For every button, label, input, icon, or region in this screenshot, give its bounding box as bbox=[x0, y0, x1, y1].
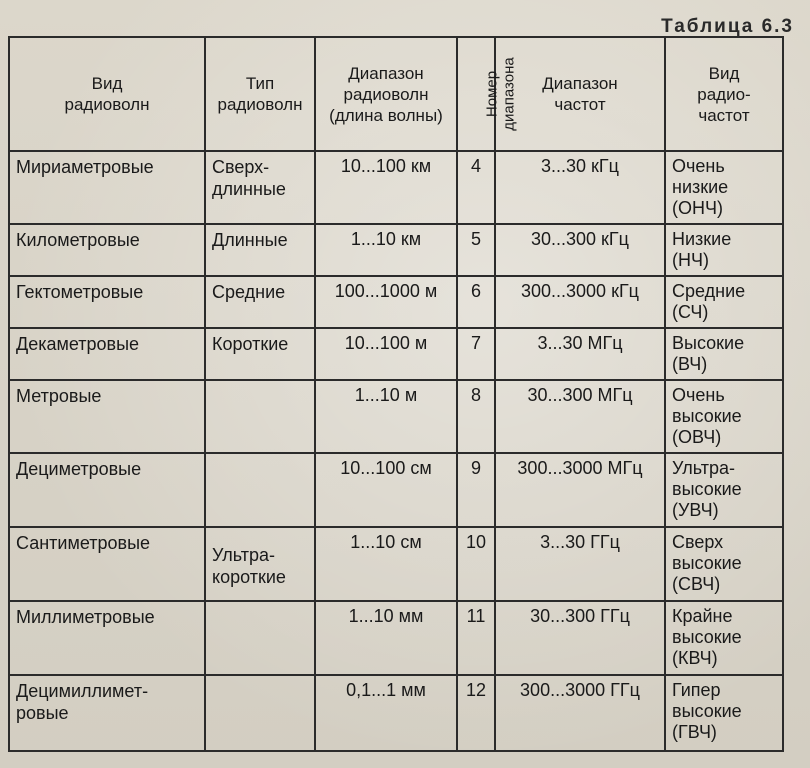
table-row bbox=[9, 453, 783, 527]
cell-wave-name bbox=[9, 276, 205, 328]
cell-freq-type bbox=[665, 151, 783, 224]
cell-freq-type bbox=[665, 224, 783, 276]
cell-text: Гектометровые bbox=[16, 282, 144, 302]
table-row bbox=[9, 224, 783, 276]
cell-wave-type bbox=[205, 276, 315, 328]
cell-text: (УВЧ) bbox=[672, 500, 719, 520]
cell-freq-range bbox=[495, 380, 665, 453]
cell-band-number bbox=[457, 601, 495, 675]
header-line: Тип bbox=[245, 74, 275, 93]
cell-text: 100...1000 м bbox=[334, 281, 438, 301]
cell-text: Очень bbox=[672, 156, 725, 176]
cell-wave-range bbox=[315, 224, 457, 276]
cell-freq-type bbox=[665, 527, 783, 601]
cell-wave-range bbox=[315, 380, 457, 453]
cell-freq-range bbox=[495, 527, 665, 601]
cell-text: (СВЧ) bbox=[672, 574, 721, 594]
cell-text: 10...100 км bbox=[340, 156, 432, 176]
cell-text: высокие bbox=[672, 553, 742, 573]
cell-freq-range bbox=[495, 328, 665, 380]
table-row bbox=[9, 675, 783, 751]
cell-band-number bbox=[457, 328, 495, 380]
cell-text: (КВЧ) bbox=[672, 648, 718, 668]
cell-text: (СЧ) bbox=[672, 302, 709, 322]
header-line: радиоволн bbox=[64, 95, 150, 114]
radio-waves-table bbox=[8, 36, 784, 752]
cell-text: 6 bbox=[470, 281, 481, 301]
cell-wave-type bbox=[205, 380, 315, 453]
header-line: Диапазон bbox=[348, 63, 424, 83]
cell-wave-range bbox=[315, 151, 457, 224]
cell-wave-name bbox=[9, 675, 205, 751]
cell-wave-range bbox=[315, 601, 457, 675]
cell-text: 3...30 МГц bbox=[537, 333, 623, 353]
cell-text: 3...30 ГГц bbox=[540, 532, 620, 552]
cell-text: 11 bbox=[466, 606, 486, 626]
cell-band-number bbox=[457, 151, 495, 224]
cell-band-number bbox=[457, 453, 495, 527]
table-caption: Таблица 6.3 bbox=[661, 16, 794, 37]
cell-wave-range bbox=[315, 328, 457, 380]
cell-wave-name bbox=[9, 453, 205, 527]
table-row bbox=[9, 328, 783, 380]
cell-text: Дециметровые bbox=[16, 459, 142, 479]
cell-text: (ОВЧ) bbox=[672, 427, 722, 447]
cell-text: высокие bbox=[672, 701, 742, 721]
header-wave-type bbox=[205, 37, 315, 151]
cell-wave-name bbox=[9, 527, 205, 601]
cell-freq-type bbox=[665, 276, 783, 328]
header-line: Номер bbox=[483, 70, 501, 117]
cell-band-number bbox=[457, 527, 495, 601]
cell-text: ровые bbox=[16, 703, 69, 723]
cell-text: 1...10 м bbox=[354, 385, 418, 405]
cell-freq-range bbox=[495, 675, 665, 751]
table-row bbox=[9, 151, 783, 224]
cell-wave-type bbox=[205, 453, 315, 527]
cell-wave-type bbox=[205, 151, 315, 224]
cell-text: длинные bbox=[212, 179, 286, 199]
cell-text: 9 bbox=[470, 458, 481, 478]
cell-text: 10...100 см bbox=[340, 458, 432, 478]
header-wave-range bbox=[315, 37, 457, 151]
cell-text: Ультра- bbox=[672, 458, 735, 478]
header-freq-type bbox=[665, 37, 783, 151]
table-row bbox=[9, 380, 783, 453]
cell-wave-type bbox=[205, 601, 315, 675]
cell-text: Сантиметровые bbox=[16, 533, 151, 553]
cell-text: Метровые bbox=[16, 386, 102, 406]
cell-wave-name bbox=[9, 151, 205, 224]
header-band-number-text bbox=[484, 57, 518, 130]
cell-text: 7 bbox=[470, 333, 481, 353]
cell-freq-type bbox=[665, 328, 783, 380]
cell-text: Децимиллимет- bbox=[16, 681, 149, 701]
cell-text: Средние bbox=[212, 282, 286, 302]
cell-freq-type bbox=[665, 453, 783, 527]
cell-text: Миллиметровые bbox=[16, 607, 155, 627]
table-row bbox=[9, 601, 783, 675]
table-row bbox=[9, 527, 783, 601]
cell-text: Короткие bbox=[212, 334, 289, 354]
cell-wave-type bbox=[205, 328, 315, 380]
cell-wave-range bbox=[315, 453, 457, 527]
cell-text: 300...3000 МГц bbox=[517, 458, 643, 478]
cell-freq-range bbox=[495, 276, 665, 328]
header-line: радиоволн bbox=[343, 84, 429, 104]
cell-wave-range bbox=[315, 675, 457, 751]
cell-text: 5 bbox=[470, 229, 481, 249]
cell-text: 3...30 кГц bbox=[541, 156, 619, 176]
cell-wave-name bbox=[9, 328, 205, 380]
cell-freq-range bbox=[495, 601, 665, 675]
cell-text: 30...300 ГГц bbox=[530, 606, 630, 626]
cell-text: 8 bbox=[470, 385, 481, 405]
cell-text: 30...300 МГц bbox=[527, 385, 633, 405]
cell-text: высокие bbox=[672, 479, 742, 499]
cell-freq-range bbox=[495, 453, 665, 527]
cell-text: Сверх bbox=[672, 532, 724, 552]
cell-freq-range bbox=[495, 151, 665, 224]
header-line: (длина волны) bbox=[329, 105, 443, 125]
cell-band-number bbox=[457, 675, 495, 751]
cell-text: высокие bbox=[672, 406, 742, 426]
cell-text: Сверх- bbox=[212, 157, 270, 177]
cell-text: Высокие bbox=[672, 333, 745, 353]
cell-text: Километровые bbox=[16, 230, 140, 250]
cell-text: 0,1...1 мм bbox=[346, 680, 426, 700]
cell-wave-range bbox=[315, 527, 457, 601]
header-band-number bbox=[457, 37, 518, 151]
cell-wave-name bbox=[9, 380, 205, 453]
header-line: частот bbox=[698, 105, 750, 125]
cell-text: 300...3000 ГГц bbox=[520, 680, 640, 700]
header-line: Вид bbox=[708, 63, 740, 83]
cell-text: (ОНЧ) bbox=[672, 198, 723, 218]
cell-text: (НЧ) bbox=[672, 250, 709, 270]
cell-wave-name bbox=[9, 601, 205, 675]
cell-text: Длинные bbox=[212, 230, 288, 250]
cell-freq-type bbox=[665, 601, 783, 675]
cell-wave-type bbox=[205, 527, 315, 601]
cell-text: 10 bbox=[465, 532, 487, 552]
cell-text: 1...10 см bbox=[350, 532, 422, 552]
header-line: Вид bbox=[91, 74, 123, 93]
cell-freq-type bbox=[665, 380, 783, 453]
cell-text: Декаметровые bbox=[16, 334, 140, 354]
cell-text: Гипер bbox=[672, 680, 721, 700]
header-line: диапазона bbox=[500, 56, 518, 131]
cell-band-number bbox=[457, 224, 495, 276]
cell-freq-range bbox=[495, 224, 665, 276]
cell-wave-name bbox=[9, 224, 205, 276]
cell-text: Очень bbox=[672, 385, 725, 405]
header-row bbox=[9, 37, 783, 151]
cell-band-number bbox=[457, 380, 495, 453]
cell-text: 4 bbox=[470, 156, 481, 176]
cell-text: высокие bbox=[672, 627, 742, 647]
cell-text: короткие bbox=[212, 567, 286, 587]
cell-text: (ГВЧ) bbox=[672, 722, 717, 742]
header-line: частот bbox=[554, 95, 606, 114]
cell-wave-type bbox=[205, 224, 315, 276]
header-wave-name bbox=[9, 37, 205, 151]
header-line: радио- bbox=[697, 84, 751, 104]
header-line: радиоволн bbox=[217, 95, 303, 114]
cell-freq-type bbox=[665, 675, 783, 751]
cell-wave-type bbox=[205, 675, 315, 751]
cell-text: Низкие bbox=[672, 229, 732, 249]
cell-text: (ВЧ) bbox=[672, 354, 708, 374]
cell-text: 10...100 м bbox=[344, 333, 428, 353]
header-freq-range bbox=[495, 37, 665, 151]
cell-text: 1...10 км bbox=[350, 229, 422, 249]
table-row bbox=[9, 276, 783, 328]
cell-band-number bbox=[457, 276, 495, 328]
cell-text: низкие bbox=[672, 177, 729, 197]
cell-text: Средние bbox=[672, 281, 746, 301]
cell-wave-range bbox=[315, 276, 457, 328]
cell-text: 300...3000 кГц bbox=[520, 281, 639, 301]
cell-text: 1...10 мм bbox=[348, 606, 424, 626]
header-line: Диапазон bbox=[542, 74, 618, 93]
cell-text: Крайне bbox=[672, 606, 733, 626]
cell-text: 30...300 кГц bbox=[531, 229, 629, 249]
cell-text: 12 bbox=[465, 680, 487, 700]
cell-text: Мириаметровые bbox=[16, 157, 154, 177]
cell-text: Ультра- bbox=[212, 545, 275, 565]
